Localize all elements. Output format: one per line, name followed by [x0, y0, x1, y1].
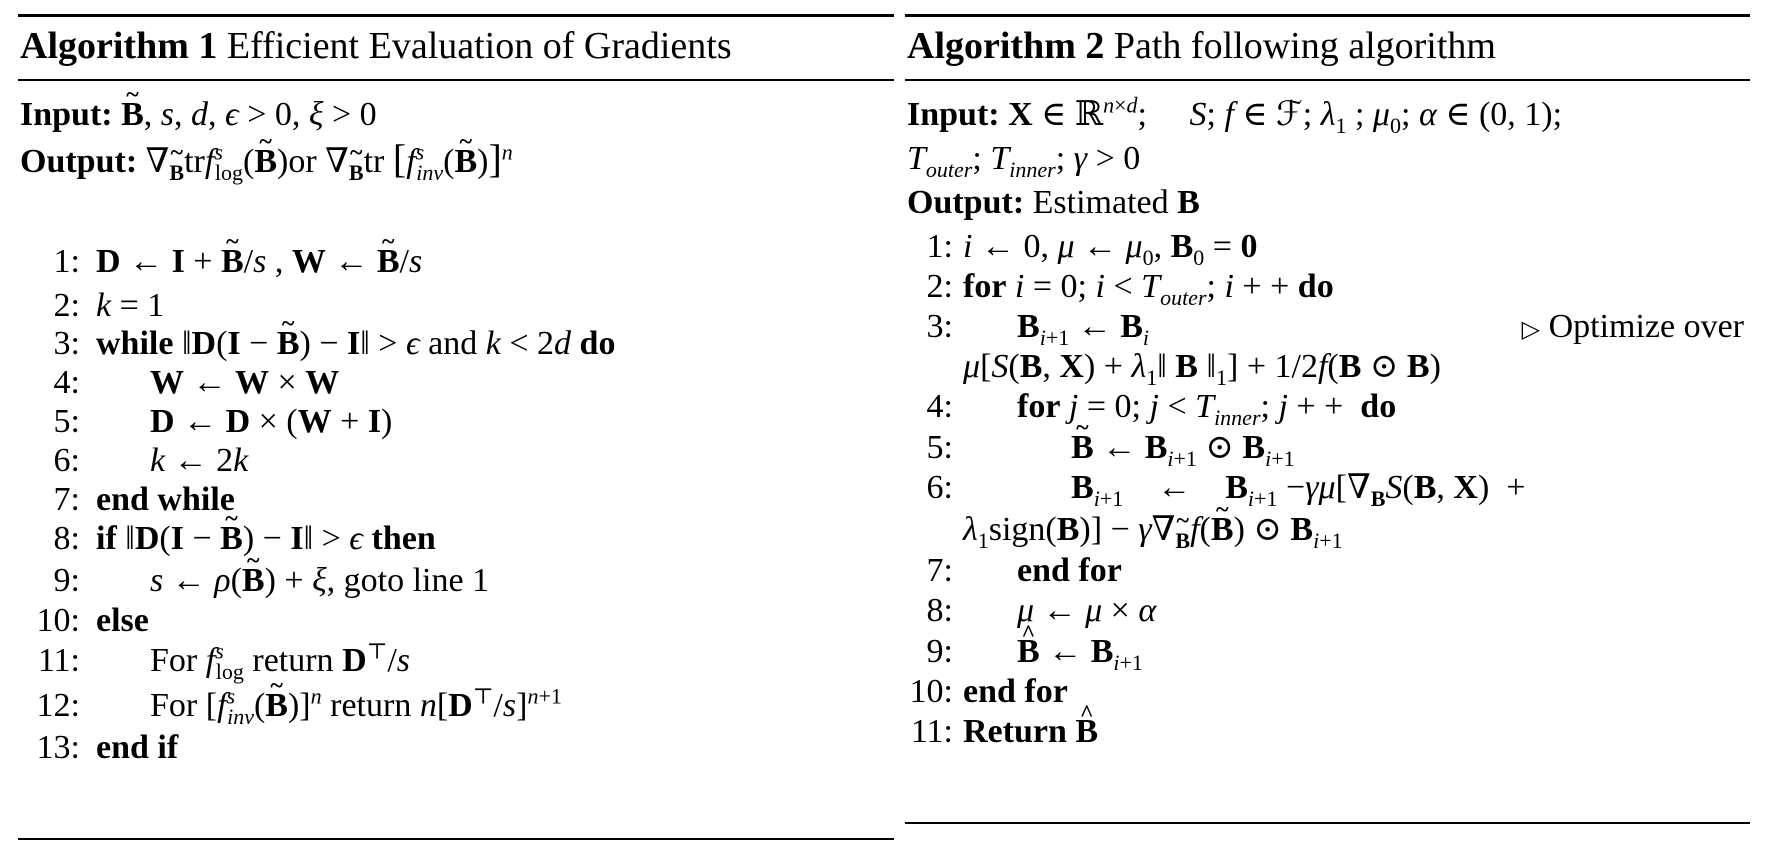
algorithm-2-title: Path following algorithm	[1113, 25, 1496, 67]
output-text: $\nabla_Btrf^s_{log}(B$ ~)or $\nabla_Btr$ [$f^s_{inv}(B$ ~)]$^n$	[146, 143, 513, 180]
algorithm-2-label: Algorithm 2	[907, 25, 1105, 67]
output-text: Estimated B	[1032, 184, 1200, 221]
input-text-1: X ∈ ℝ$^{n\times d}$; S; f ∈ ℱ; $\lambda_1$ ; $\mu_0$; α ∈ (0, 1);	[1008, 92, 1563, 138]
algorithm-2-input	[905, 93, 1750, 137]
algorithm-1-title: Efficient Evaluation of Gradients	[226, 25, 732, 67]
input-text: B ~, s, d, ϵ > 0, ξ > 0	[121, 96, 377, 133]
output-label: Output:	[20, 143, 138, 180]
input-text-2: $T_{outer}$; $T_{inner}$; γ > 0	[907, 140, 1141, 182]
algorithm-1-caption	[18, 17, 894, 81]
algorithm-2-output	[905, 181, 1750, 225]
comment-optimize-over: ▷ Optimize over	[1521, 308, 1744, 345]
algorithm-1-label: Algorithm 1	[20, 25, 218, 67]
algorithm-1-box: Algorithm 1 Efficient Evaluation of Gradients Input: B ~, s, d, ϵ > 0, ξ > 0 Output: $\nabla_Btrf^s_{log}(B$ ~)or $\nabla_Btr$ [$f^s_{inv}(B$ ~)]$^n$ 1: D ← I + B ~/s , W ← B ~/s 2: k = 1 3: while ‖D(I − B ~) − I‖ > ϵ and k < 2d do 4: W ← W × W 5: D ← D × (W + I) 6: k ← 2k 7: end while 8: if ‖D(I − B ~) − I‖ > ϵ then 9: s ← ρ(B ~) + ξ, goto line 1 10: else 11: For $f^s_{log}$ return D⊤/s 12: For [$f^s_{inv}(B$ ~)]$^n$ return $n[D^⊤/s]^{n+1}$ 13: end if	[18, 14, 894, 840]
output-label: Output:	[907, 184, 1025, 221]
input-label: Input:	[20, 96, 113, 133]
algorithm-2-box: Algorithm 2 Path following algorithm Input: X ∈ ℝ$^{n\times d}$; S; f ∈ ℱ; $\lambda_1$ ; $\mu_0$; α ∈ (0, 1); $T_{outer}$; $T_{inner}$; γ > 0 Output: Estimated B 1: i ← 0, μ ← $\mu_0$, $B_0 = 0$ 2: for i = 0; $i < T_{outer}$; i + + do 3: $B_{i+1}$ ← $B_i$ ▷ Optimize over μ[S(B, $X) + \lambda_1‖$ B $‖_1] + 1/2f(B$ ⊙ B) 4: for j = 0; $j < T_{inner}$; j + + do 5: B ~ ← $B_{i+1}$ ⊙ $B_{i+1}$ 6: $B_{i+1}$ ← $B_{i+1} -\gamma\mu[\nabla_BS(B$, X) + $\lambda_1sign(B)] - \gamma\nabla_Bf(B$ ~) ⊙ $B_{i+1}$ 7: end for 8: μ ← μ × α 9: B ^ ← $B_{i+1}$ 10: end for 11: Return B ^	[905, 14, 1750, 824]
input-label: Input:	[907, 96, 1000, 133]
algorithm-2-input-cont	[905, 137, 1750, 181]
algorithm-1-output	[18, 137, 894, 184]
algorithm-1-input	[18, 93, 894, 137]
algorithm-2-caption	[905, 17, 1750, 81]
